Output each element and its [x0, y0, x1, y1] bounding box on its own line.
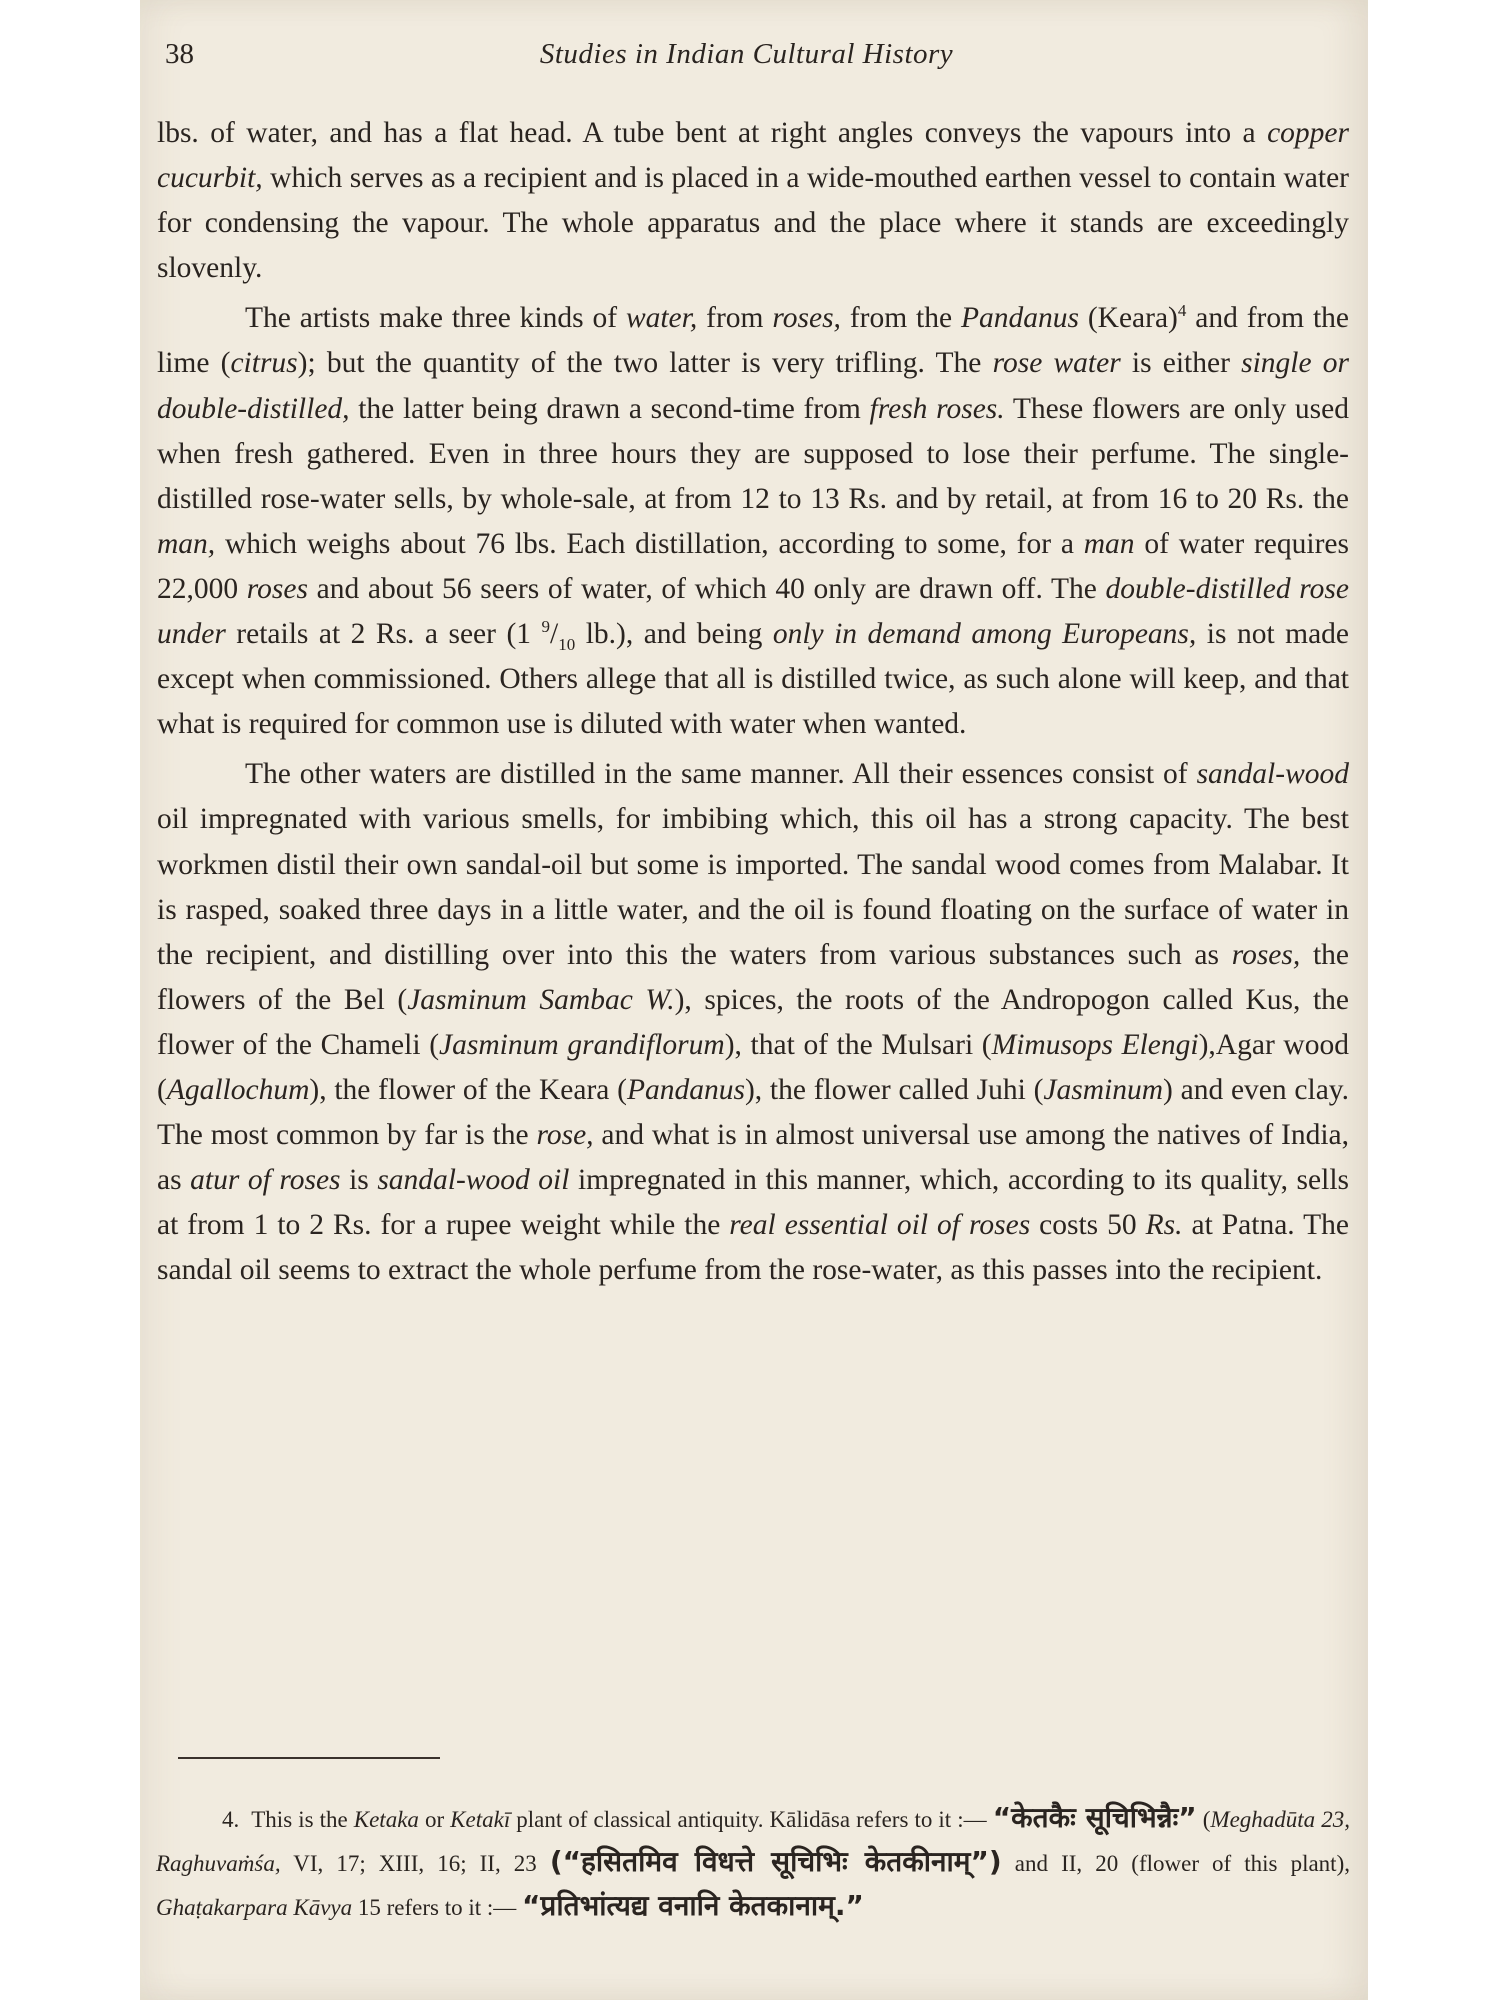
paragraph-3-seg-17: rose,	[536, 1119, 594, 1152]
footnote-seg-7: Meghadūta 23, Raghuvaṁśa,	[156, 1807, 1350, 1876]
paragraph-3-seg-0: The other waters are distilled in the same manner. All their essences consist of	[245, 758, 1197, 791]
paragraph-2-seg-26: /	[550, 618, 559, 651]
paragraph-3-seg-3: roses,	[1231, 938, 1301, 971]
page-number: 38	[165, 38, 194, 70]
paragraph-1	[157, 111, 1349, 291]
paragraph-2-seg-6: (Keara)	[1078, 302, 1178, 335]
footnote-seg-13: “प्रतिभांत्यद्य वनानि केतकानाम्.”	[522, 1889, 864, 1922]
paragraph-3-seg-23: real essential oil of roses	[729, 1209, 1031, 1242]
paragraph-2-seg-16: These flowers are only used when fresh gathered. Even in three hours they are supposed to lose their perfume. The single-distilled rose-water sells, by whole-sale, at from 12 to 13 Rs. and by retail, at from 16 to 20 Rs. the	[157, 392, 1349, 515]
paragraph-3-seg-8: ), that of the Mulsari (	[724, 1028, 992, 1061]
footnote-seg-2: or	[418, 1807, 451, 1832]
paragraph-2-seg-14: the latter being drawn a second-time from	[349, 392, 870, 425]
paragraph-3-seg-21: sandal-wood oil	[377, 1164, 570, 1197]
paragraph-2-seg-8: and from the lime (	[157, 302, 1349, 380]
paragraph-3	[157, 752, 1349, 1293]
paragraph-3-seg-12: ), the flower of the Keara (	[309, 1073, 627, 1106]
paragraph-2-seg-0: The artists make three kinds of	[245, 302, 626, 335]
footnote-seg-9: (“हसितमिव विधत्ते सूचिभिः केतकीनाम्”)	[549, 1845, 1002, 1878]
paragraph-2-seg-1: water,	[625, 302, 698, 335]
footnote-divider	[178, 1757, 440, 1759]
footnote-seg-12: 15 refers to it :—	[352, 1895, 523, 1920]
body-text	[157, 111, 1349, 1298]
paragraph-2-seg-22: and about 56 seers of water, of which 40 only are drawn off. The	[307, 572, 1106, 605]
footnote-seg-11: Ghaṭakarpara Kāvya	[156, 1895, 353, 1920]
footnote-seg-8: VI, 17; XIII, 16; II, 23	[280, 1851, 550, 1876]
paragraph-3-seg-5: Jasminum Sambac W.	[407, 983, 675, 1016]
paragraph-3-seg-4: the flowers of the Bel (	[157, 938, 1349, 1016]
paragraph-2-seg-18: which weighs about 76 lbs. Each distillation, according to some, for a	[215, 527, 1084, 560]
paragraph-2-seg-2: from	[697, 302, 773, 335]
paragraph-2-seg-10: ); but the quantity of the two latter is very trifling. The	[297, 347, 993, 380]
paragraph-3-seg-14: ), the flower called Juhi (	[744, 1073, 1044, 1106]
paragraph-2-seg-24: retails at 2 Rs. a seer (1	[225, 618, 542, 651]
paragraph-2-seg-3: roses,	[772, 302, 841, 335]
paragraph-3-seg-13: Pandanus	[626, 1073, 745, 1106]
footnote-seg-0: This is the	[251, 1807, 354, 1832]
running-title: Studies in Indian Cultural History	[539, 38, 954, 70]
paragraph-2-seg-9: citrus	[230, 347, 298, 380]
paragraph-3-seg-24: costs 50	[1030, 1209, 1146, 1242]
running-header	[165, 38, 1328, 78]
paragraph-2-seg-4: from the	[840, 302, 961, 335]
footnote-seg-4: plant of classical antiquity. Kālidāsa refers to it :—	[510, 1807, 993, 1832]
paragraph-2-seg-30: is not made except when commissioned. Others allege that all is distilled twice, as such alone will keep, and that what is required for common use is diluted with water when wanted.	[157, 618, 1350, 741]
paragraph-2-seg-13: single or double-distilled,	[157, 347, 1349, 425]
footnote-seg-1: Ketaka	[353, 1807, 419, 1832]
paragraph-2-seg-25: 9	[541, 617, 551, 637]
paragraph-2-seg-5: Pandanus	[960, 302, 1079, 335]
paragraph-3-seg-26: at Patna. The sandal oil seems to extract the whole perfume from the rose-water, as this passes into the recipient.	[157, 1209, 1349, 1287]
paragraph-3-seg-9: Mimusops Elengi	[991, 1028, 1199, 1061]
paragraph-3-seg-16: ) and even clay. The most common by far is the	[157, 1073, 1350, 1152]
paragraph-3-seg-18: and what is in almost universal use among the natives of India, as	[157, 1119, 1349, 1197]
paragraph-3-seg-10: ),Agar wood (	[157, 1028, 1349, 1106]
paragraph-2-seg-29: only in demand among Europeans,	[772, 618, 1197, 651]
paragraph-3-seg-2: oil impregnated with various smells, for imbibing which, this oil has a strong capacity. The best workmen distil their own sandal-oil but some is imported. The sandal wood comes from Malabar. It is rasped, soaked three days in a little water, and the oil is found floating on the surface of water in the recipient, and distilling over into this the waters from various substances such as	[157, 803, 1349, 971]
footnote-number: 4.	[222, 1807, 240, 1832]
paragraph-2-seg-28: lb.), and being	[575, 618, 773, 651]
paragraph-2-seg-11: rose water	[992, 347, 1121, 380]
paragraph-2-seg-27: 10	[558, 634, 576, 654]
paragraph-1-seg-0: lbs. of water, and has a flat head. A tube bent at right angles conveys the vapours into a	[157, 117, 1268, 149]
footnote-seg-10: and II, 20 (flower of this plant),	[1001, 1851, 1350, 1876]
footnote-seg-6: (	[1196, 1807, 1211, 1832]
paragraph-3-seg-19: atur of roses	[190, 1164, 341, 1197]
paragraph-3-seg-15: Jasminum	[1043, 1073, 1164, 1106]
paragraph-2	[157, 296, 1349, 747]
book-page	[140, 0, 1368, 2000]
paragraph-3-seg-20: is	[340, 1164, 378, 1197]
paragraph-1-seg-2: which serves as a recipient and is placed in a wide-mouthed earthen vessel to contain water for condensing the vapour. The whole apparatus and the place where it stands are exceedingly slovenly.	[157, 162, 1349, 285]
paragraph-2-seg-15: fresh roses.	[869, 392, 1005, 425]
paragraph-2-seg-20: of water requires 22,000	[157, 527, 1349, 605]
paragraph-2-seg-12: is either	[1120, 347, 1242, 380]
footnote-4	[156, 1797, 1350, 1929]
paragraph-1-seg-1: copper cucurbit,	[157, 117, 1349, 195]
paragraph-3-seg-1: sandal-wood	[1196, 758, 1349, 791]
paragraph-3-seg-6: ), spices, the roots of the Andropogon called Kus, the flower of the Chameli (	[157, 983, 1349, 1061]
footnote-seg-5: “केतकैः सूचिभिन्नैः”	[992, 1801, 1197, 1834]
paragraph-2-seg-19: man	[1083, 527, 1135, 560]
paragraph-3-seg-22: impregnated in this manner, which, according to its quality, sells at from 1 to 2 Rs. for a rupee weight while the	[157, 1164, 1349, 1242]
footnote-seg-3: Ketakī	[450, 1807, 511, 1832]
paragraph-2-seg-7: 4	[1177, 301, 1187, 321]
paragraph-2-seg-21: roses	[246, 572, 308, 605]
paragraph-3-seg-11: Agallochum	[166, 1073, 310, 1106]
paragraph-2-seg-17: man,	[157, 527, 216, 560]
paragraph-3-seg-25: Rs.	[1145, 1209, 1183, 1242]
paragraph-3-seg-7: Jasminum grandiflorum	[439, 1028, 725, 1061]
footnote-text	[156, 1801, 1350, 1922]
paragraph-2-seg-23: double-distilled rose under	[157, 572, 1349, 651]
